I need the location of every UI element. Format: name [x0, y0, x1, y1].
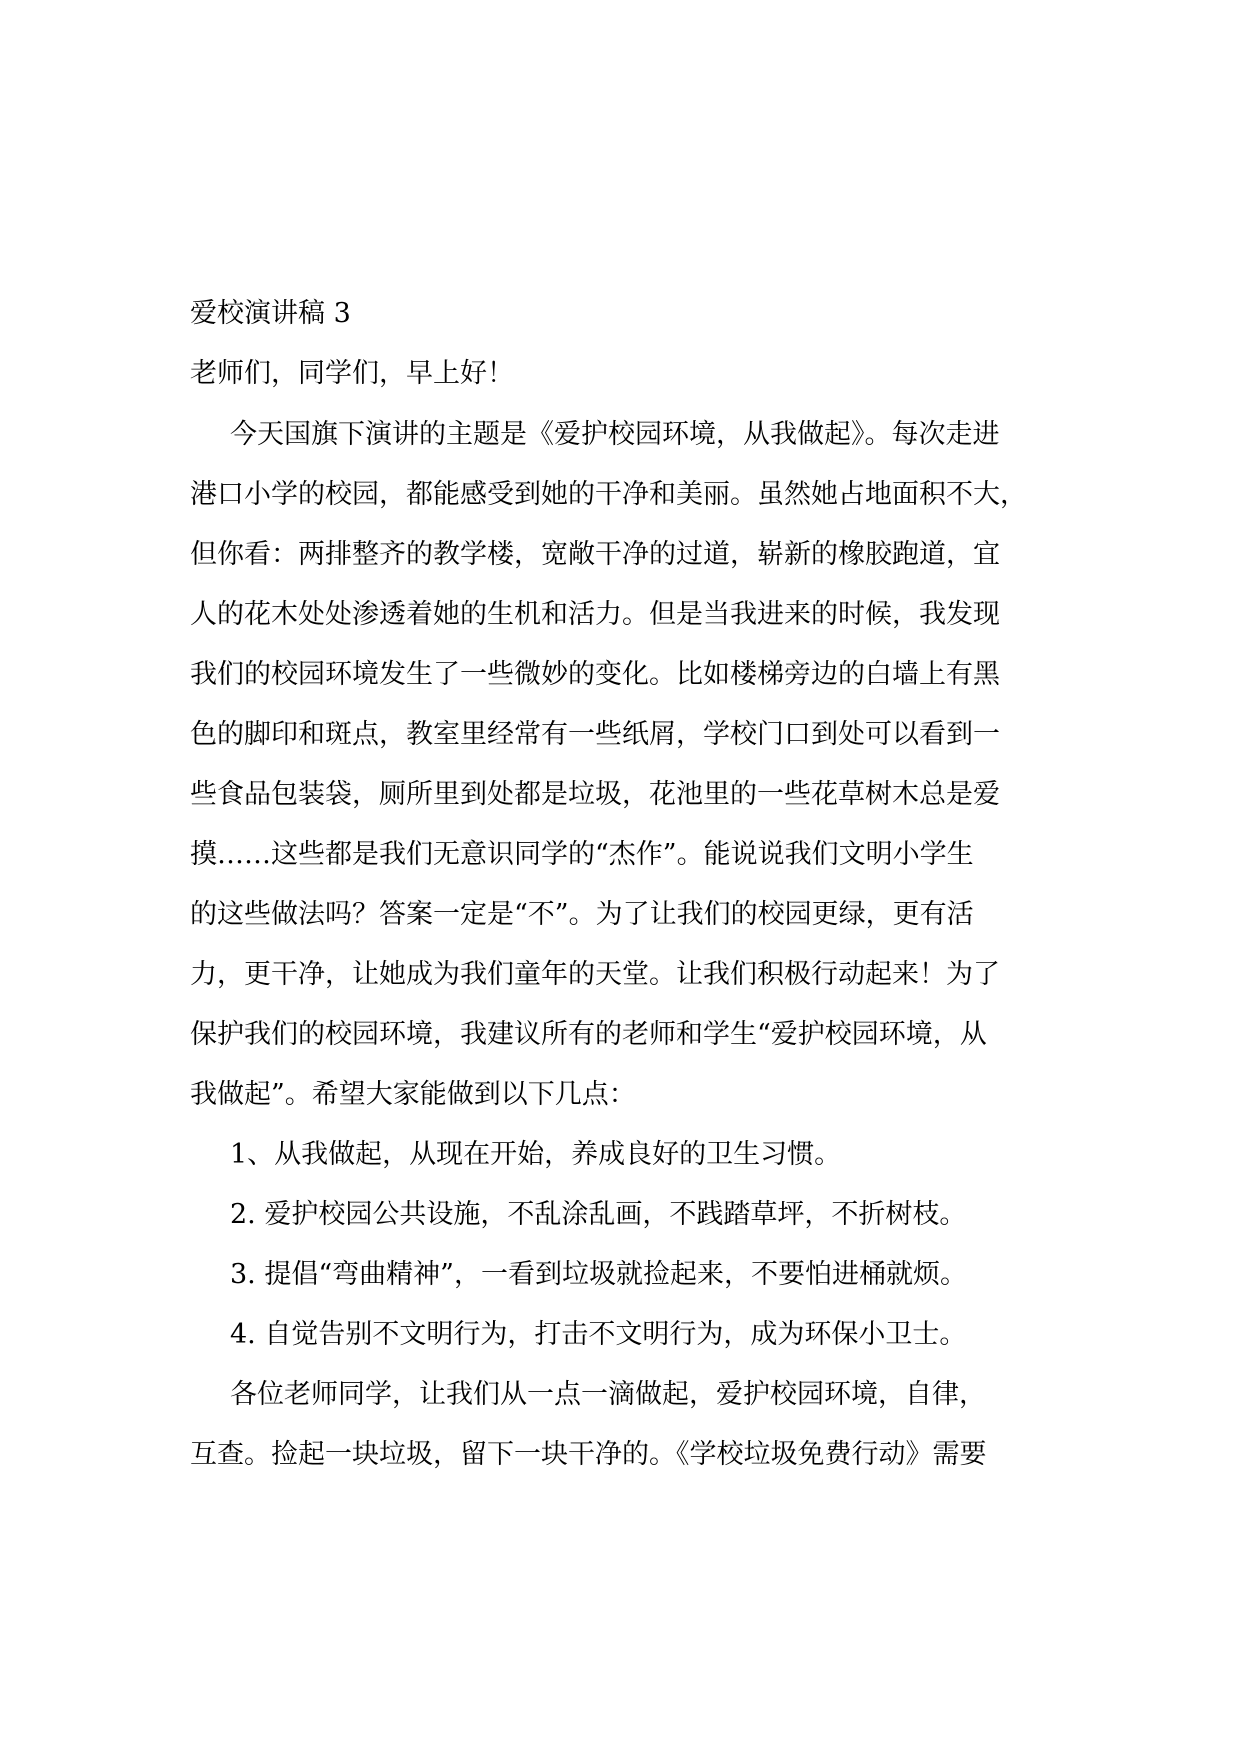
paragraph-line: 各位老师同学，让我们从一点一滴做起，爱护校园环境，自律，	[230, 1379, 986, 1410]
greeting-line: 老师们，同学们，早上好！	[190, 358, 514, 389]
paragraph-line: 些食品包装袋，厕所里到处都是垃圾，花池里的一些花草树木总是爱	[190, 779, 1000, 810]
paragraph-line: 我做起”。希望大家能做到以下几点：	[190, 1079, 636, 1110]
list-item: 4. 自觉告别不文明行为，打击不文明行为，成为环保小卫士。	[230, 1319, 967, 1350]
list-item: 1、从我做起，从现在开始，养成良好的卫生习惯。	[230, 1139, 842, 1170]
list-item: 3. 提倡“弯曲精神”，一看到垃圾就捡起来，不要怕进桶就烦。	[230, 1259, 967, 1290]
paragraph-line: 我们的校园环境发生了一些微妙的变化。比如楼梯旁边的白墙上有黑	[190, 659, 1000, 690]
paragraph-line: 人的花木处处渗透着她的生机和活力。但是当我进来的时候，我发现	[190, 599, 1000, 630]
paragraph-line: 互查。捡起一块垃圾，留下一块干净的。《学校垃圾免费行动》需要	[190, 1439, 987, 1470]
paragraph-line: 色的脚印和斑点，教室里经常有一些纸屑，学校门口到处可以看到一	[190, 719, 1000, 750]
paragraph-line: 但你看：两排整齐的教学楼，宽敞干净的过道，崭新的橡胶跑道，宜	[190, 539, 1000, 570]
list-item: 2. 爱护校园公共设施，不乱涂乱画，不践踏草坪，不折树枝。	[230, 1199, 967, 1230]
paragraph-line: 的这些做法吗？答案一定是“不”。为了让我们的校园更绿，更有活	[190, 899, 974, 930]
paragraph-line: 港口小学的校园，都能感受到她的干净和美丽。虽然她占地面积不大，	[190, 479, 1027, 510]
paragraph-line: 今天国旗下演讲的主题是《爱护校园环境，从我做起》。每次走进	[230, 419, 1000, 450]
paragraph-line: 摸……这些都是我们无意识同学的“杰作”。能说说我们文明小学生	[190, 839, 974, 870]
paragraph-line: 力，更干净，让她成为我们童年的天堂。让我们积极行动起来！为了	[190, 959, 1000, 990]
paragraph-line: 保护我们的校园环境，我建议所有的老师和学生“爱护校园环境，从	[190, 1019, 987, 1050]
document-title: 爱校演讲稿 3	[190, 298, 351, 329]
